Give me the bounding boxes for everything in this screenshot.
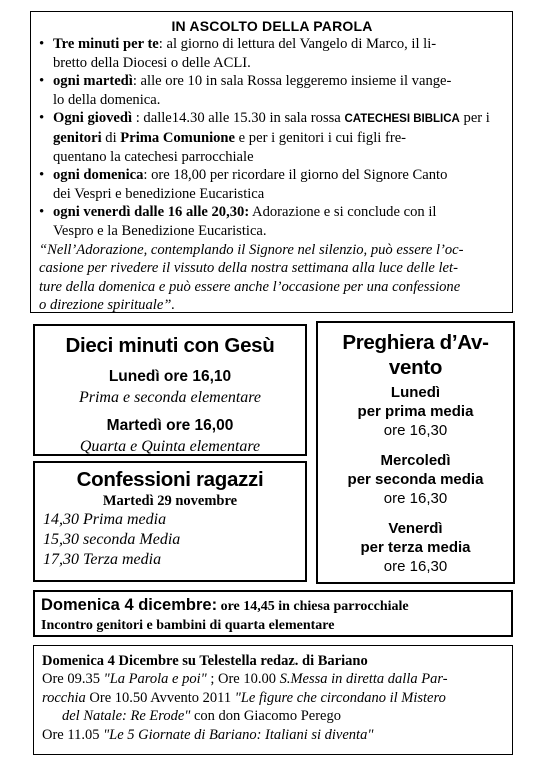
confessioni-title: Confessioni ragazzi <box>76 468 264 491</box>
confessioni-row: 14,30 Prima media <box>43 511 167 528</box>
preghiera-time: ore 16,30 <box>383 422 448 439</box>
preghiera-group <box>318 451 513 508</box>
dieci-title: Dieci minuti con Gesù <box>65 334 275 357</box>
dieci-group-1: Prima e seconda elementare <box>78 389 261 406</box>
list-item: • ogni martedì: alle ore 10 in sala Rossa leggeremo insieme il vange- lo della domenica. <box>39 72 505 109</box>
ascolto-list <box>39 35 505 241</box>
domenica-date: Domenica 4 dicembre: <box>41 596 218 614</box>
preghiera-time: ore 16,30 <box>383 490 448 507</box>
telestella-line: rocchia Ore 10.50 Avvento 2011 "Le figure che circondano il Mistero <box>42 689 446 706</box>
confessioni-row: 15,30 seconda Media <box>43 531 181 548</box>
preghiera-who: per terza media <box>360 539 471 556</box>
preghiera-time: ore 16,30 <box>383 558 448 575</box>
telestella-box <box>33 645 513 755</box>
dieci-group-2: Quarta e Quinta elementare <box>79 438 261 455</box>
domenica-line-2: Incontro genitori e bambini di quarta elementare <box>41 618 335 633</box>
confessioni-date: Martedì 29 novembre <box>102 493 238 509</box>
list-item: • ogni venerdì dalle 16 alle 20,30: Adorazione e si conclude con il Vespro e la Benedizione Eucaristica. <box>39 203 505 240</box>
preghiera-who: per seconda media <box>347 471 484 488</box>
telestella-line: Ore 09.35 "La Parola e poi" ; Ore 10.00 S.Messa in diretta dalla Par- <box>42 671 448 687</box>
preghiera-day: Lunedì <box>390 384 441 401</box>
domenica-where: ore 14,45 in chiesa parrocchiale <box>217 599 409 614</box>
list-item: • Tre minuti per te: al giorno di lettura del Vangelo di Marco, il li- bretto della Diocesi o delle ACLI. <box>39 35 505 72</box>
list-item: • ogni domenica: ore 18,00 per ricordare il giorno del Signore Canto dei Vespri e benedizione Eucaristica <box>39 166 505 203</box>
preghiera-group <box>318 383 513 440</box>
adorazione-quote: “Nell’Adorazione, contemplando il Signore nel silenzio, può essere l’oc- casione per rivedere il vissuto della nostra settimana alla luce delle let- ture della domenica e può essere anche l’occasione per una confessione o direzione spirituale”. <box>39 241 464 314</box>
preghiera-day: Venerdì <box>388 520 443 537</box>
confessioni-row: 17,30 Terza media <box>43 551 162 568</box>
domenica-line-1 <box>41 595 504 617</box>
list-item: • Ogni giovedì : dalle14.30 alle 15.30 in sala rossa CATECHESI BIBLICA per i genitori di Prima Comunione e per i genitori i cui figli fre- quentano la catechesi parrocchiale <box>39 109 505 166</box>
preghiera-day: Mercoledì <box>380 452 451 469</box>
ascolto-title: IN ASCOLTO DELLA PAROLA <box>171 18 373 34</box>
preghiera-group <box>318 519 513 576</box>
domenica-box <box>33 590 513 637</box>
ascolto-box <box>30 11 513 313</box>
telestella-line: del Natale: Re Erode" con don Giacomo Perego <box>62 708 341 724</box>
preghiera-title-1: Preghiera d’Av- <box>342 331 489 354</box>
telestella-title: Domenica 4 Dicembre su Telestella redaz. di Bariano <box>42 653 368 669</box>
dieci-minuti-box <box>33 324 307 456</box>
dieci-day-1: Lunedì ore 16,10 <box>108 368 232 385</box>
dieci-day-2: Martedì ore 16,00 <box>106 417 234 434</box>
preghiera-title-2: vento <box>388 356 443 379</box>
preghiera-who: per prima media <box>357 403 474 420</box>
preghiera-box <box>316 321 515 584</box>
confessioni-box <box>33 461 307 582</box>
telestella-line: Ore 11.05 "Le 5 Giornate di Bariano: Italiani si diventa" <box>42 726 374 743</box>
